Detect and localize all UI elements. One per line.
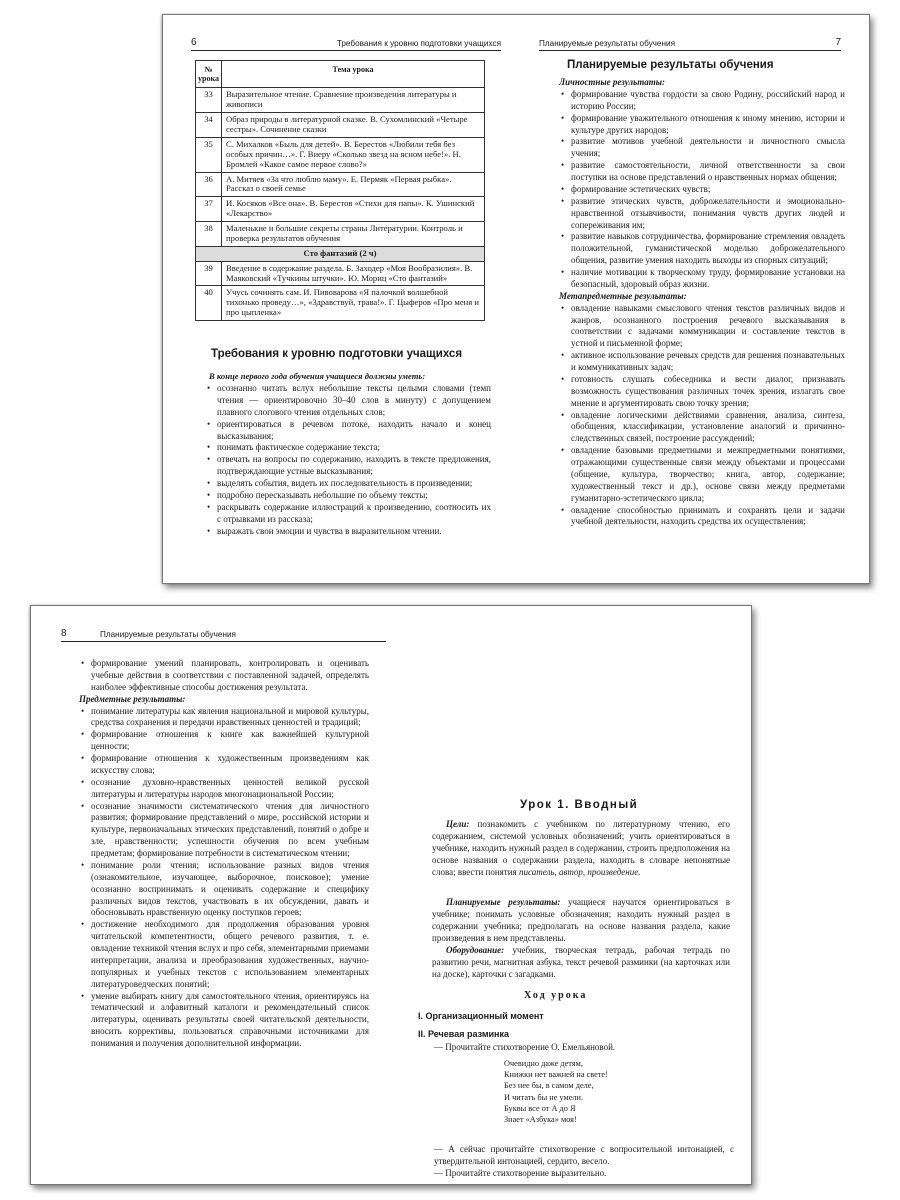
lesson-topic: Маленькие и большие секреты страны Литературии. Контроль и проверка результатов обучения	[222, 222, 485, 247]
table-section-row	[196, 246, 485, 261]
lesson-number: 37	[196, 197, 222, 222]
lesson-number: 34	[196, 113, 222, 138]
list-item: • умение выбирать книгу для самостоятельного чтения, ориентируясь на тематический и алфавитный каталоги и рекомендательный список литературы, оценивать результаты своей читательской деятельности, вносить коррективы, пользоваться справочными источниками для понимания и получения дополнительной информации.	[79, 991, 369, 1050]
lesson-topic: С. Михалков «Быль для детей». В. Берестов «Любили тебя без особых причин…». Г. Виеру «Сколько звезд на ясном небе!». Н. Бромлей «Какое самое первое слово?»	[222, 137, 485, 172]
results-title: Планируемые результаты обучения	[567, 59, 774, 71]
lesson-goals	[432, 819, 730, 879]
instruction-read-poem: — Прочитайте стихотворение О. Емельяновой.	[434, 1042, 616, 1052]
goals-text: познакомить с учебником по литературному чтению, его содержанием, системой условных обозначений; учить ориентироваться в учебнике, находить нужный раздел в содержании, строить предположения на основе названия о содержании раздела, находить в словаре непонятные слова; ввести понятия	[432, 819, 730, 877]
lessons-table	[195, 60, 485, 321]
header-title: Планируемые результаты обучения	[99, 630, 236, 639]
lesson-results	[432, 897, 730, 945]
poem-line: Буквы все от А до Я	[504, 1103, 576, 1113]
table-row	[196, 113, 485, 138]
lesson-topic: Введение в содержание раздела. Б. Заходер «Моя Вообразилия». В. Маяковский «Тучкины штучки». Ю. Мориц «Сто фантазий»	[222, 261, 485, 286]
stage-organizational: I. Организационный момент	[418, 1011, 544, 1021]
requirements-lead: В конце первого года обучения учащиеся должны уметь:	[209, 371, 426, 381]
list-item: • готовность слушать собеседника и вести диалог, признавать возможность существования различных точек зрения, излагать свое мнение и аргументировать свою точку зрения;	[559, 374, 845, 410]
list-item: • развитие этических чувств, доброжелательности и эмоционально-нравственной отзывчивости, понимания чувств других людей и сопереживания им;	[559, 196, 845, 232]
list-item: • овладение навыками смыслового чтения текстов различных видов и жанров, осознанного построения речевого высказывания в соответствии с задачами коммуникации и составление текстов в устной и письменной форме;	[559, 303, 845, 351]
table-row	[196, 197, 485, 222]
table-row	[196, 261, 485, 286]
goals-label: Цели:	[446, 819, 470, 829]
equipment-text: учебник, творческая тетрадь, рабочая тетрадь по развитию речи, магнитная азбука, текст речевой разминки (на карточках или на доске), карточки с загадками.	[432, 945, 730, 979]
page-number: 7	[835, 37, 841, 48]
lesson-equipment	[432, 945, 730, 981]
poem	[504, 1058, 608, 1125]
instruction-intonation: — А сейчас прочитайте стихотворение с вопросительной интонацией, с утвердительной интонацией, сердито, весело.	[434, 1144, 734, 1166]
list-item: • активное использование речевых средств для решения познавательных и коммуникативных задач;	[559, 350, 845, 374]
list-item: • отвечать на вопросы по содержанию, находить в тексте предложения, подтверждающие устные высказывания;	[205, 454, 491, 478]
running-head-6	[191, 37, 501, 51]
table-row	[196, 286, 485, 321]
results-list	[559, 77, 845, 528]
results-label: Планируемые результаты:	[446, 897, 561, 907]
page-number: 8	[61, 628, 67, 639]
page-7	[517, 15, 871, 583]
page-8	[31, 606, 392, 1184]
lesson-number: 33	[196, 88, 222, 113]
subsection-heading: Личностные результаты:	[559, 77, 665, 87]
list-item: • понимание роли чтения; использование разных видов чтения (ознакомительное, изучающее, выборочное, поисковое); умение осознанно воспринимать и оценивать содержание и специфику различных видов текстов, участвовать в их обсуждении, давать и обосновывать нравственную оценку поступков героев;	[79, 860, 369, 919]
poem-line: Очевидно даже детям,	[504, 1059, 583, 1068]
list-item: • развитие самостоятельности, личной ответственности за свои поступки на основе представлений о нравственных нормах общения;	[559, 160, 845, 184]
list-item: • понимание литературы как явления национальной и мировой культуры, средства сохранения и передачи нравственных ценностей и традиций;	[79, 706, 369, 730]
section-title: Сто фантазий (2 ч)	[196, 246, 485, 261]
lesson-topic: Образ природы в литературной сказке. В. Сухомлинский «Четыре сестры». Сочинение сказки	[222, 113, 485, 138]
lesson-number: 36	[196, 172, 222, 197]
list-item: • подробно пересказывать небольшие по объему тексты;	[205, 490, 491, 502]
header-title: Требования к уровню подготовки учащихся	[336, 39, 501, 48]
lesson-number: 35	[196, 137, 222, 172]
list-item: • достижение необходимого для продолжения образования уровня читательской компетентности, общего речевого развития, т. е. овладение техникой чтения вслух и про себя, элементарными приемами интерпретации, анализа и преобразования художественных, научно-популярных и учебных текстов с использованием элементарных литературоведческих понятий;	[79, 919, 369, 990]
list-item: • овладение логическими действиями сравнения, анализа, синтеза, обобщения, классификации, установление аналогий и причинно-следственных связей, построение рассуждений;	[559, 410, 845, 446]
list-item: • наличие мотивации к творческому труду, формирование установки на безопасный, здоровый образ жизни.	[559, 267, 845, 291]
list-item: • формирование умений планировать, контролировать и оценивать учебные действия в соответствии с поставленной задачей, определять наиболее эффективные способы достижения результата.	[79, 658, 369, 694]
table-row	[196, 137, 485, 172]
stage-warmup: II. Речевая разминка	[418, 1029, 509, 1039]
results-text: учащиеся научатся ориентироваться в учебнике; понимать условные обозначения; находить нужный раздел в содержании учебника; предполагать на основе названия раздела, какие произведения в нем представлены.	[432, 897, 730, 943]
requirements-list	[205, 383, 491, 537]
header-title: Планируемые результаты обучения	[539, 39, 676, 48]
lesson-topic: Выразительное чтение. Сравнение произведения литературы и живописи	[222, 88, 485, 113]
list-item: • осознание духовно-нравственных ценностей великой русской литературы и литературы народов многонациональной России;	[79, 777, 369, 801]
list-item: • осознание значимости систематического чтения для личностного развития; формирование представлений о мире, российской истории и культуре, первоначальных этических представлений, понятий о добре и зле, нравственности; успешности обучения по всем учебным предметам; формирование потребности в систематическом чтении;	[79, 801, 369, 860]
table-row	[196, 222, 485, 247]
table-row	[196, 88, 485, 113]
list-item: • формирование чувства гордости за свою Родину, российский народ и историю России;	[559, 89, 845, 113]
poem-line: Знает «Азбука» моя!	[504, 1114, 577, 1124]
requirements-title: Требования к уровню подготовки учащихся	[211, 348, 463, 360]
list-item: • развитие мотивов учебной деятельности и личностного смысла учения;	[559, 136, 845, 160]
lesson-topic: А. Митяев «За что люблю маму». Е. Пермяк «Первая рыбка». Рассказ о своей семье	[222, 172, 485, 197]
col-header-number: № урока	[196, 61, 222, 88]
instruction-expressive: — Прочитайте стихотворение выразительно.	[434, 1168, 607, 1178]
top-spread	[162, 14, 870, 584]
table-header-row	[196, 61, 485, 88]
page-9	[392, 606, 753, 1184]
subsection-heading: Метапредметные результаты:	[559, 290, 687, 301]
lesson-topic: Учусь сочинять сам. И. Пивоварова «Я палочкой волшебной тихонько проведу…», «Здравствуй, трава!». Г. Цыферов «Про меня и про цыпленка»	[222, 286, 485, 321]
list-item: • развитие навыков сотрудничества, формирование стремления овладеть положительной, гуманистической моделью доброжелательного общения, развитие умения находить выходы из спорных ситуаций;	[559, 231, 845, 267]
list-item: • формирование отношения к книге как важнейшей культурной ценности;	[79, 729, 369, 753]
subsection-heading: Предметные результаты:	[79, 693, 186, 704]
lesson-title: Урок 1. Вводный	[520, 799, 639, 811]
list-item: • формирование эстетических чувств;	[559, 184, 845, 196]
col-header-topic: Тема урока	[222, 61, 485, 88]
lesson-number: 40	[196, 286, 222, 321]
table-row	[196, 172, 485, 197]
poem-line: Книжки нет важней на свете!	[504, 1070, 608, 1080]
goals-terms: писатель, автор, произведение.	[518, 866, 641, 877]
equipment-label: Оборудование:	[446, 945, 505, 955]
poem-line: И читать бы не умели.	[504, 1092, 584, 1102]
list-item: • ориентироваться в речевом потоке, находить начало и конец высказывания;	[205, 419, 491, 443]
bottom-spread	[30, 605, 752, 1185]
list-item: • овладение базовыми предметными и межпредметными понятиями, отражающими существенные связи между объектами и процессами (общение, культура, творчество; книга, автор, содержание; художественный текст и др.), основе связи между предметами гуманитарно-эстетического цикла;	[559, 445, 845, 504]
list-item: • понимать фактическое содержание текста;	[205, 442, 491, 454]
list-item: • выделять события, видеть их последовательность в произведении;	[205, 478, 491, 490]
list-item: • выражать свои эмоции и чувства в выразительном чтении.	[205, 526, 491, 538]
list-item: • формирование уважительного отношения к иному мнению, истории и культуре других народов;	[559, 113, 845, 137]
lesson-topic: И. Косяков «Все она». В. Берестов «Стихи для папы». К. Ушинский «Лекарство»	[222, 197, 485, 222]
lesson-number: 39	[196, 261, 222, 286]
running-head-7	[539, 37, 841, 51]
running-head-8	[61, 628, 386, 642]
list-item: • формирование отношения к художественным произведениям как искусству слова;	[79, 753, 369, 777]
page-6	[163, 15, 517, 583]
page-number: 6	[191, 37, 197, 48]
list-item: • овладение способностью принимать и сохранять цели и задачи учебной деятельности, находить средства их осуществления;	[559, 505, 845, 529]
lesson-number: 38	[196, 222, 222, 247]
poem-line: Без нее бы, в самом деле,	[504, 1081, 594, 1091]
list-item: • раскрывать содержание иллюстраций к произведению, соотносить их с отрывками из рассказа;	[205, 502, 491, 526]
list-item: • осознанно читать вслух небольшие тексты целыми словами (темп чтения — ориентировочно 30–40 слов в минуту) с допущением плавного слогового чтения отдельных слов;	[205, 383, 491, 419]
course-heading: Ход урока	[524, 990, 588, 1001]
subject-results-list	[79, 658, 369, 1050]
